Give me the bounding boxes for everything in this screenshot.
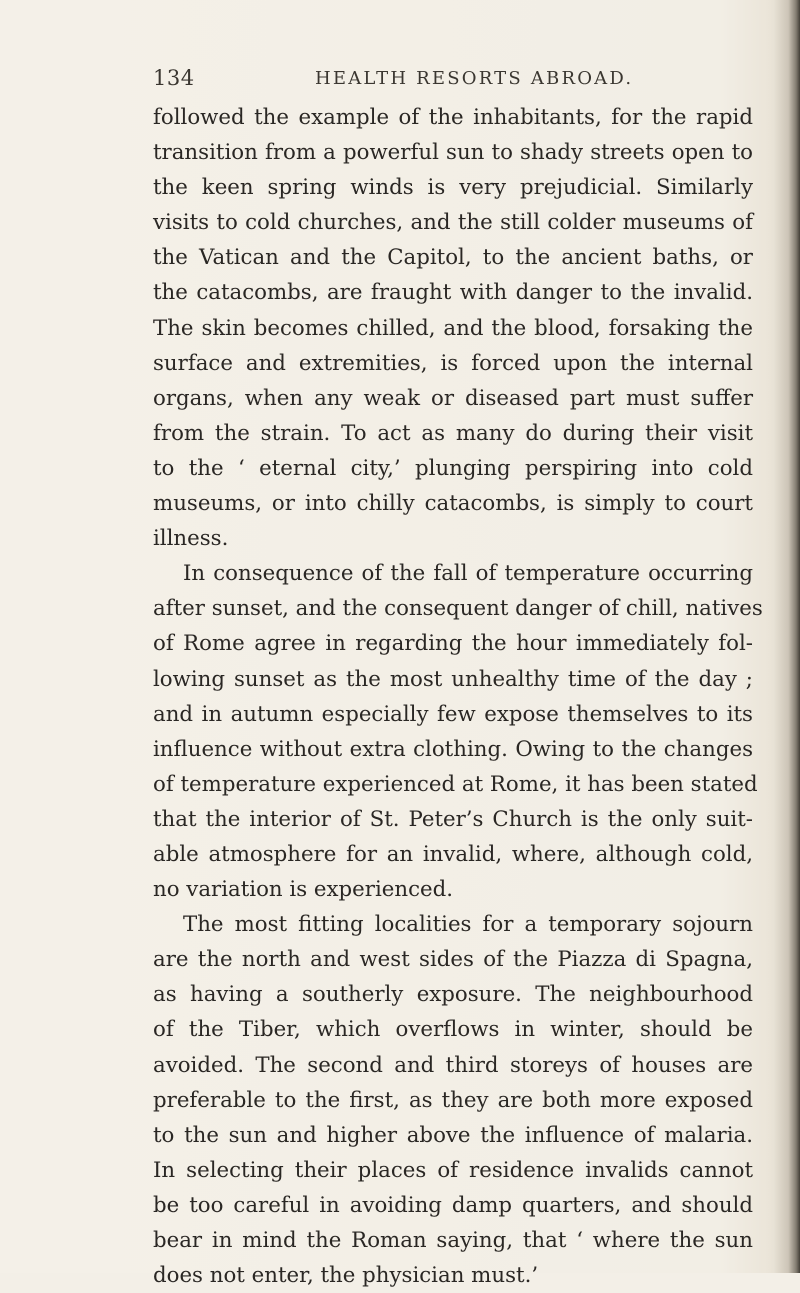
text-line: The skin becomes chilled, and the blood, forsaking the bbox=[153, 315, 753, 341]
page-header bbox=[153, 66, 753, 96]
text-line: no variation is experienced. bbox=[153, 877, 454, 903]
text-line: to the ‘ eternal city,’ plunging perspiring into cold bbox=[153, 455, 753, 481]
body-text bbox=[153, 100, 763, 1293]
page-edge-shadow bbox=[774, 0, 800, 1273]
page-number: 134 bbox=[153, 66, 195, 90]
text-line: of Rome agree in regarding the hour immediately fol- bbox=[153, 631, 753, 657]
text-line: museums, or into chilly catacombs, is simply to court bbox=[153, 491, 753, 517]
running-title: HEALTH RESORTS ABROAD. bbox=[315, 68, 634, 89]
text-line: does not enter, the physician must.’ bbox=[153, 1263, 539, 1289]
text-line: be too careful in avoiding damp quarters, and should bbox=[153, 1192, 753, 1218]
text-line: transition from a powerful sun to shady streets open to bbox=[153, 140, 753, 166]
text-line: of temperature experienced at Rome, it has been stated bbox=[153, 771, 758, 797]
text-line: able atmosphere for an invalid, where, although cold, bbox=[153, 841, 753, 867]
paragraph-start-line: The most fitting localities for a temporary sojourn bbox=[183, 912, 753, 938]
text-line: the keen spring winds is very prejudicial. Similarly bbox=[153, 175, 753, 201]
text-line: of the Tiber, which overflows in winter, should be bbox=[153, 1017, 753, 1043]
text-line: bear in mind the Roman saying, that ‘ where the sun bbox=[153, 1228, 753, 1253]
paragraph-start-line: In consequence of the fall of temperature occurring bbox=[183, 561, 753, 587]
text-line: from the strain. To act as many do during their visit bbox=[153, 420, 753, 446]
text-line: avoided. The second and third storeys of houses are bbox=[153, 1052, 753, 1078]
text-line: preferable to the first, as they are both more exposed bbox=[153, 1087, 753, 1113]
text-line: surface and extremities, is forced upon the internal bbox=[153, 350, 753, 376]
text-line: organs, when any weak or diseased part must suffer bbox=[153, 385, 753, 411]
text-line: are the north and west sides of the Piazza di Spagna, bbox=[153, 947, 753, 973]
text-line: that the interior of St. Peter’s Church is the only suit- bbox=[153, 806, 753, 832]
text-line: visits to cold churches, and the still colder museums of bbox=[153, 210, 753, 236]
text-line: to the sun and higher above the influence of malaria. bbox=[153, 1122, 753, 1148]
text-line: followed the example of the inhabitants, for the rapid bbox=[153, 105, 753, 130]
text-line: influence without extra clothing. Owing to the changes bbox=[153, 736, 753, 762]
text-line: lowing sunset as the most unhealthy time of the day ; bbox=[153, 666, 753, 692]
text-line: illness. bbox=[153, 526, 229, 552]
text-line: the catacombs, are fraught with danger to the invalid. bbox=[153, 280, 753, 306]
text-line: In selecting their places of residence invalids cannot bbox=[153, 1157, 753, 1183]
text-line: as having a southerly exposure. The neighbourhood bbox=[153, 982, 753, 1008]
text-line: the Vatican and the Capitol, to the ancient baths, or bbox=[153, 245, 753, 271]
text-line: after sunset, and the consequent danger of chill, natives bbox=[153, 596, 763, 622]
text-line: and in autumn especially few expose themselves to its bbox=[153, 701, 753, 727]
